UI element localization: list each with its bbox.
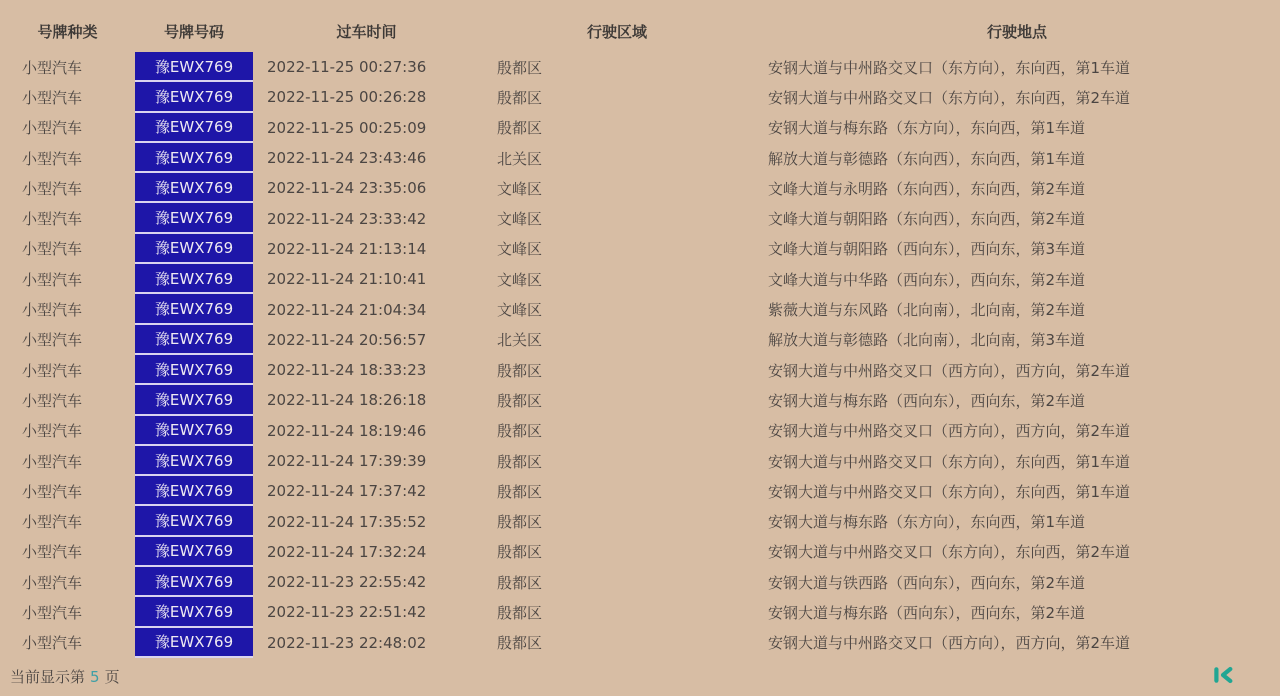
pass-time-cell: 2022-11-23 22:51:42 xyxy=(267,603,427,622)
pass-time-cell: 2022-11-24 20:56:57 xyxy=(267,330,427,349)
table-header-row xyxy=(0,20,1280,44)
location-cell: 安钢大道与梅东路（西向东），西向东，第2车道 xyxy=(768,603,1086,622)
district-cell: 北关区 xyxy=(497,331,543,350)
plate-number-cell xyxy=(135,143,253,173)
license-plate-badge[interactable]: 豫EWX769 xyxy=(135,325,253,355)
pass-time-cell: 2022-11-23 22:48:02 xyxy=(267,633,427,652)
pass-time-cell: 2022-11-25 00:27:36 xyxy=(267,58,427,77)
column-header: 行驶区域 xyxy=(586,23,647,41)
table-row[interactable] xyxy=(0,597,1280,627)
column-header: 号牌种类 xyxy=(37,23,98,41)
plate-number-cell xyxy=(135,325,253,355)
pass-time-cell: 2022-11-24 17:39:39 xyxy=(267,452,427,470)
district-cell: 殷都区 xyxy=(497,119,543,138)
plate-type-cell: 小型汽车 xyxy=(22,391,83,410)
location-cell: 紫薇大道与东风路（北向南），北向南，第2车道 xyxy=(768,301,1086,320)
district-cell: 殷都区 xyxy=(497,603,543,622)
column-header: 过车时间 xyxy=(336,23,397,41)
pass-time-cell: 2022-11-24 21:13:14 xyxy=(267,239,427,258)
license-plate-badge[interactable]: 豫EWX769 xyxy=(135,567,253,597)
plate-number-cell xyxy=(135,234,253,264)
license-plate-badge[interactable]: 豫EWX769 xyxy=(135,264,253,294)
pass-time-cell: 2022-11-25 00:25:09 xyxy=(267,118,427,137)
pass-time-cell: 2022-11-23 22:55:42 xyxy=(267,573,427,592)
district-cell: 殷都区 xyxy=(497,573,543,592)
plate-type-cell: 小型汽车 xyxy=(22,301,83,320)
plate-number-cell xyxy=(135,113,253,143)
district-cell: 殷都区 xyxy=(497,513,543,532)
plate-type-cell: 小型汽车 xyxy=(22,149,83,168)
plate-type-cell: 小型汽车 xyxy=(22,58,83,77)
pass-time-cell: 2022-11-24 17:37:42 xyxy=(267,482,427,501)
plate-type-cell: 小型汽车 xyxy=(22,603,83,622)
table-row[interactable] xyxy=(0,325,1280,355)
k-logo-icon[interactable] xyxy=(1212,663,1234,687)
pass-time-cell: 2022-11-24 23:33:42 xyxy=(267,209,427,228)
column-header: 号牌号码 xyxy=(163,23,224,41)
license-plate-badge[interactable]: 豫EWX769 xyxy=(135,113,253,143)
table-row[interactable] xyxy=(0,476,1280,506)
plate-type-cell: 小型汽车 xyxy=(22,119,83,138)
pass-time-cell: 2022-11-24 18:26:18 xyxy=(267,391,427,410)
pass-time-cell: 2022-11-24 21:04:34 xyxy=(267,300,427,319)
district-cell: 殷都区 xyxy=(497,391,543,410)
location-cell: 安钢大道与中州路交叉口（东方向），东向西，第2车道 xyxy=(768,88,1131,107)
license-plate-badge[interactable]: 豫EWX769 xyxy=(135,52,253,82)
license-plate-badge[interactable]: 豫EWX769 xyxy=(135,597,253,627)
pagination-status xyxy=(0,666,1280,687)
plate-type-cell: 小型汽车 xyxy=(22,573,83,592)
plate-number-cell xyxy=(135,476,253,506)
district-cell: 殷都区 xyxy=(497,634,543,653)
table-row[interactable] xyxy=(0,537,1280,567)
table-row[interactable] xyxy=(0,143,1280,173)
plate-number-cell xyxy=(135,52,253,82)
license-plate-badge[interactable]: 豫EWX769 xyxy=(135,628,253,658)
district-cell: 文峰区 xyxy=(497,210,543,229)
license-plate-badge[interactable]: 豫EWX769 xyxy=(135,385,253,415)
plate-number-cell xyxy=(135,355,253,385)
plate-number-cell xyxy=(135,628,253,658)
table-row[interactable] xyxy=(0,294,1280,324)
plate-number-cell xyxy=(135,567,253,597)
district-cell: 殷都区 xyxy=(497,58,543,77)
district-cell: 殷都区 xyxy=(497,543,543,562)
location-cell: 文峰大道与朝阳路（东向西），东向西，第2车道 xyxy=(768,210,1086,229)
plate-type-cell: 小型汽车 xyxy=(22,422,83,441)
pass-time-cell: 2022-11-24 17:35:52 xyxy=(267,512,427,531)
vehicle-records-table xyxy=(0,20,1280,658)
pass-time-cell: 2022-11-24 18:33:23 xyxy=(267,361,427,380)
plate-type-cell: 小型汽车 xyxy=(22,543,83,562)
license-plate-badge[interactable]: 豫EWX769 xyxy=(135,234,253,264)
plate-number-cell xyxy=(135,385,253,415)
pass-time-cell: 2022-11-24 23:43:46 xyxy=(267,149,427,168)
pass-time-cell: 2022-11-24 21:10:41 xyxy=(267,270,427,289)
location-cell: 安钢大道与中州路交叉口（西方向），西方向，第2车道 xyxy=(768,361,1131,380)
license-plate-badge[interactable]: 豫EWX769 xyxy=(135,143,253,173)
plate-number-cell xyxy=(135,506,253,536)
pass-time-cell: 2022-11-24 23:35:06 xyxy=(267,179,427,198)
license-plate-badge[interactable]: 豫EWX769 xyxy=(135,203,253,233)
license-plate-badge[interactable]: 豫EWX769 xyxy=(135,506,253,536)
plate-number-cell xyxy=(135,82,253,112)
plate-type-cell: 小型汽车 xyxy=(22,179,83,198)
location-cell: 文峰大道与永明路（东向西），东向西，第2车道 xyxy=(768,179,1086,198)
table-body xyxy=(0,52,1280,658)
table-row[interactable] xyxy=(0,446,1280,476)
district-cell: 北关区 xyxy=(497,149,543,168)
location-cell: 安钢大道与铁西路（西向东），西向东，第2车道 xyxy=(768,573,1086,592)
plate-type-cell: 小型汽车 xyxy=(22,270,83,289)
license-plate-badge[interactable]: 豫EWX769 xyxy=(135,294,253,324)
current-page-number: 5 xyxy=(90,667,100,686)
license-plate-badge[interactable]: 豫EWX769 xyxy=(135,173,253,203)
plate-number-cell xyxy=(135,446,253,476)
district-cell: 殷都区 xyxy=(497,452,543,471)
district-cell: 殷都区 xyxy=(497,88,543,107)
table-row[interactable] xyxy=(0,113,1280,143)
plate-number-cell xyxy=(135,416,253,446)
plate-type-cell: 小型汽车 xyxy=(22,240,83,259)
license-plate-badge[interactable]: 豫EWX769 xyxy=(135,416,253,446)
plate-type-cell: 小型汽车 xyxy=(22,210,83,229)
plate-number-cell xyxy=(135,203,253,233)
license-plate-badge[interactable]: 豫EWX769 xyxy=(135,82,253,112)
location-cell: 安钢大道与中州路交叉口（东方向），东向西，第1车道 xyxy=(768,58,1131,77)
location-cell: 安钢大道与中州路交叉口（西方向），西方向，第2车道 xyxy=(768,422,1131,441)
table-row[interactable] xyxy=(0,173,1280,203)
license-plate-badge[interactable]: 豫EWX769 xyxy=(135,476,253,506)
plate-number-cell xyxy=(135,264,253,294)
district-cell: 文峰区 xyxy=(497,301,543,320)
table-row[interactable] xyxy=(0,264,1280,294)
district-cell: 文峰区 xyxy=(497,240,543,259)
location-cell: 解放大道与彰德路（东向西），东向西，第1车道 xyxy=(768,149,1086,168)
table-row[interactable] xyxy=(0,203,1280,233)
table-row[interactable] xyxy=(0,355,1280,385)
plate-type-cell: 小型汽车 xyxy=(22,482,83,501)
location-cell: 安钢大道与中州路交叉口（东方向），东向西，第2车道 xyxy=(768,543,1131,562)
pagination-prefix: 当前显示第 xyxy=(10,667,86,686)
location-cell: 安钢大道与梅东路（东方向），东向西，第1车道 xyxy=(768,119,1086,138)
column-header: 行驶地点 xyxy=(986,23,1047,41)
district-cell: 文峰区 xyxy=(497,270,543,289)
district-cell: 殷都区 xyxy=(497,422,543,441)
table-row[interactable] xyxy=(0,385,1280,415)
table-row[interactable] xyxy=(0,234,1280,264)
plate-number-cell xyxy=(135,597,253,627)
license-plate-badge[interactable]: 豫EWX769 xyxy=(135,446,253,476)
location-cell: 解放大道与彰德路（北向南），北向南，第3车道 xyxy=(768,331,1086,350)
table-row[interactable] xyxy=(0,628,1280,658)
plate-number-cell xyxy=(135,537,253,567)
location-cell: 安钢大道与中州路交叉口（东方向），东向西，第1车道 xyxy=(768,482,1131,501)
table-row[interactable] xyxy=(0,416,1280,446)
license-plate-badge[interactable]: 豫EWX769 xyxy=(135,355,253,385)
location-cell: 安钢大道与梅东路（西向东），西向东，第2车道 xyxy=(768,391,1086,410)
pass-time-cell: 2022-11-24 18:19:46 xyxy=(267,421,427,440)
plate-number-cell xyxy=(135,294,253,324)
pagination-suffix: 页 xyxy=(104,667,120,686)
plate-number-cell xyxy=(135,173,253,203)
pass-time-cell: 2022-11-25 00:26:28 xyxy=(267,88,427,107)
pass-time-cell: 2022-11-24 17:32:24 xyxy=(267,542,427,561)
district-cell: 文峰区 xyxy=(497,179,543,198)
location-cell: 文峰大道与朝阳路（西向东），西向东，第3车道 xyxy=(768,240,1086,259)
license-plate-badge[interactable]: 豫EWX769 xyxy=(135,537,253,567)
table-row[interactable] xyxy=(0,506,1280,536)
table-row[interactable] xyxy=(0,567,1280,597)
plate-type-cell: 小型汽车 xyxy=(22,634,83,653)
plate-type-cell: 小型汽车 xyxy=(22,452,83,471)
plate-type-cell: 小型汽车 xyxy=(22,88,83,107)
plate-type-cell: 小型汽车 xyxy=(22,331,83,350)
location-cell: 安钢大道与梅东路（东方向），东向西，第1车道 xyxy=(768,513,1086,532)
location-cell: 安钢大道与中州路交叉口（西方向），西方向，第2车道 xyxy=(768,634,1131,653)
location-cell: 安钢大道与中州路交叉口（东方向），东向西，第1车道 xyxy=(768,452,1131,471)
plate-type-cell: 小型汽车 xyxy=(22,513,83,532)
location-cell: 文峰大道与中华路（西向东），西向东，第2车道 xyxy=(768,270,1086,289)
table-row[interactable] xyxy=(0,52,1280,82)
district-cell: 殷都区 xyxy=(497,482,543,501)
table-row[interactable] xyxy=(0,82,1280,112)
plate-type-cell: 小型汽车 xyxy=(22,361,83,380)
district-cell: 殷都区 xyxy=(497,361,543,380)
